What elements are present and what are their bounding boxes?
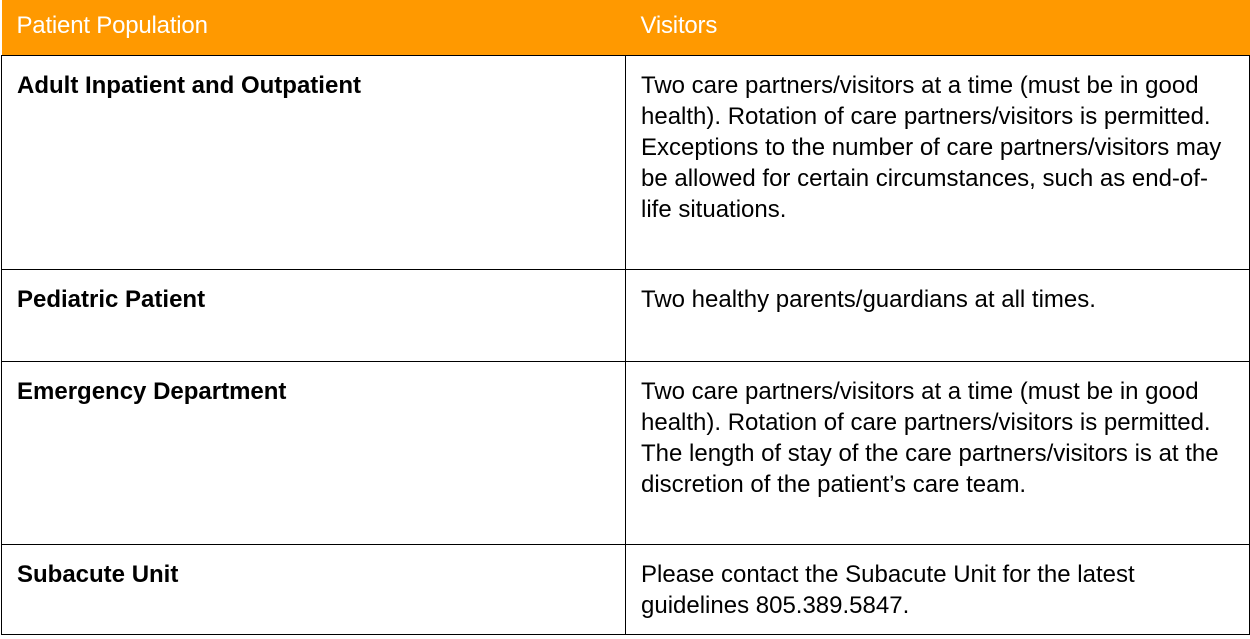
population-cell: Emergency Department [2, 361, 626, 544]
header-row [2, 0, 1250, 55]
visitors-cell: Two healthy parents/guardians at all times. [626, 269, 1250, 361]
population-cell: Adult Inpatient and Outpatient [2, 55, 626, 269]
header-visitors: Visitors [626, 0, 1250, 55]
table-row [2, 269, 1250, 361]
table-header [2, 0, 1250, 55]
visitors-cell: Two care partners/visitors at a time (must be in good health). Rotation of care partners/visitors is permitted. The length of stay of the care partners/visitors is at the discretion of the patient’s care team. [626, 361, 1250, 544]
table-row [2, 544, 1250, 634]
visitors-cell: Two care partners/visitors at a time (must be in good health). Rotation of care partners/visitors is permitted. Exceptions to the number of care partners/visitors may be allowed for certain circumstances, such as end-of-life situations. [626, 55, 1250, 269]
visitors-cell: Please contact the Subacute Unit for the latest guidelines 805.389.5847. [626, 544, 1250, 634]
table-body [2, 55, 1250, 634]
table-row [2, 361, 1250, 544]
population-cell: Subacute Unit [2, 544, 626, 634]
visitor-policy-table [1, 0, 1250, 635]
population-cell: Pediatric Patient [2, 269, 626, 361]
table-row [2, 55, 1250, 269]
header-patient-population: Patient Population [2, 0, 626, 55]
